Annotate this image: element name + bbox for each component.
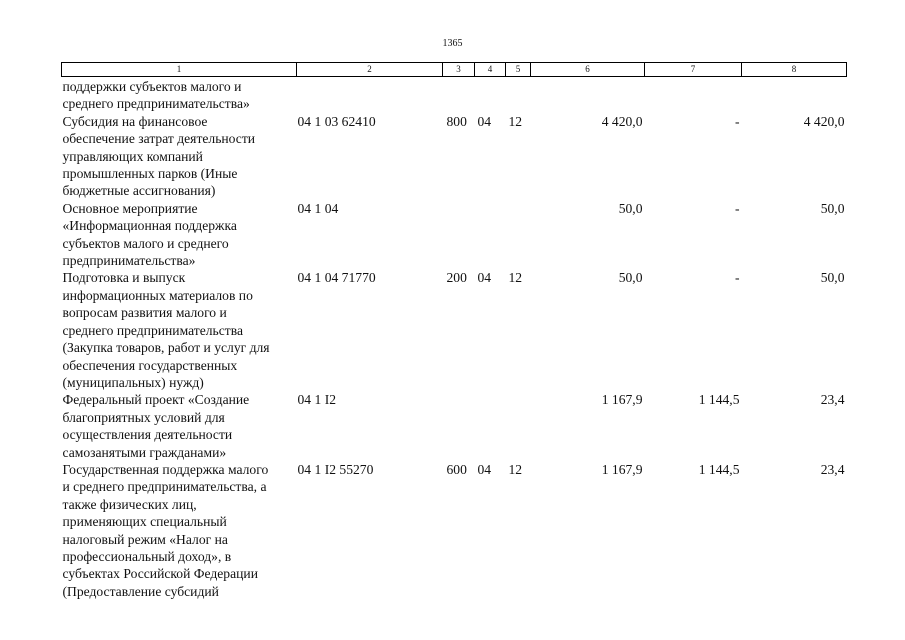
row-amount-total: 4 420,0 <box>601 113 643 129</box>
row-section <box>475 391 506 461</box>
row-amount-regional: 4 420,0 <box>803 113 845 129</box>
row-expense-type: 600 <box>446 461 467 477</box>
row-amount-federal <box>645 77 742 113</box>
row-name: поддержки субъектов малого и среднего предпринимательства» <box>62 79 250 112</box>
row-amount-regional: 23,4 <box>820 461 845 477</box>
row-expense-type <box>443 200 475 270</box>
row-name: Федеральный проект «Создание благоприятных условий для осуществления деятельности самозанятыми гражданами» <box>62 392 250 460</box>
column-header-2: 2 <box>297 63 443 77</box>
row-subsection <box>506 77 531 113</box>
column-header-1: 1 <box>62 63 297 77</box>
row-name: Субсидия на финансовое обеспечение затрат деятельности управляющих компаний промышленных парков (Иные бюджетные ассигнования) <box>62 113 256 199</box>
row-name: Основное мероприятие «Информационная поддержка субъектов малого и среднего предпринимательства» <box>62 200 237 269</box>
row-subsection <box>506 200 531 270</box>
column-header-5: 5 <box>506 63 531 77</box>
table-row <box>62 200 847 270</box>
row-section: 04 <box>477 461 492 477</box>
row-subsection: 12 <box>508 270 523 286</box>
row-subsection <box>506 391 531 461</box>
row-amount-total <box>531 77 645 113</box>
row-amount-total: 1 167,9 <box>601 461 643 477</box>
row-name: Государственная поддержка малого и среднего предпринимательства, а также физических лиц, применяющих специальный налоговый режим «Налог на профессиональный доход», в субъектах Российской Федерации (Предоставление субсидий <box>62 461 269 599</box>
table-row <box>62 461 847 600</box>
row-amount-federal: 1 144,5 <box>698 461 740 477</box>
row-subsection: 12 <box>508 113 523 129</box>
row-section: 04 <box>477 270 492 286</box>
page-number: 1365 <box>442 38 463 49</box>
row-amount-total: 50,0 <box>618 200 643 216</box>
table-row <box>62 77 847 113</box>
row-expense-type: 200 <box>446 270 467 286</box>
row-amount-regional <box>742 77 847 113</box>
table-header-row <box>62 63 847 77</box>
table-row <box>62 391 847 461</box>
row-expense-type: 800 <box>446 113 467 129</box>
row-section <box>475 77 506 113</box>
column-header-8: 8 <box>742 63 847 77</box>
column-header-3: 3 <box>443 63 475 77</box>
row-code <box>297 77 443 113</box>
row-code: 04 1 I2 55270 <box>297 461 374 477</box>
row-expense-type <box>443 391 475 461</box>
row-code: 04 1 03 62410 <box>297 113 376 129</box>
row-name: Подготовка и выпуск информационных материалов по вопросам развития малого и среднего предпринимательства (Закупка товаров, работ и услуг для обеспечения государственных (муниципальных) нужд) <box>62 270 270 390</box>
row-code: 04 1 04 <box>297 200 339 216</box>
row-amount-total: 1 167,9 <box>601 392 643 408</box>
column-header-7: 7 <box>645 63 742 77</box>
row-expense-type <box>443 77 475 113</box>
table-row <box>62 113 847 200</box>
row-amount-regional: 50,0 <box>820 270 845 286</box>
column-header-6: 6 <box>531 63 645 77</box>
row-section <box>475 200 506 270</box>
row-amount-regional: 50,0 <box>820 200 845 216</box>
row-section: 04 <box>477 113 492 129</box>
row-amount-federal: - <box>734 113 740 129</box>
row-code: 04 1 I2 <box>297 392 337 408</box>
row-amount-federal: - <box>734 270 740 286</box>
row-amount-total: 50,0 <box>618 270 643 286</box>
row-amount-regional: 23,4 <box>820 392 845 408</box>
table-row <box>62 269 847 391</box>
column-header-4: 4 <box>475 63 506 77</box>
row-amount-federal: - <box>734 200 740 216</box>
row-amount-federal: 1 144,5 <box>698 392 740 408</box>
row-subsection: 12 <box>508 461 523 477</box>
row-code: 04 1 04 71770 <box>297 270 376 286</box>
budget-table <box>61 62 847 600</box>
